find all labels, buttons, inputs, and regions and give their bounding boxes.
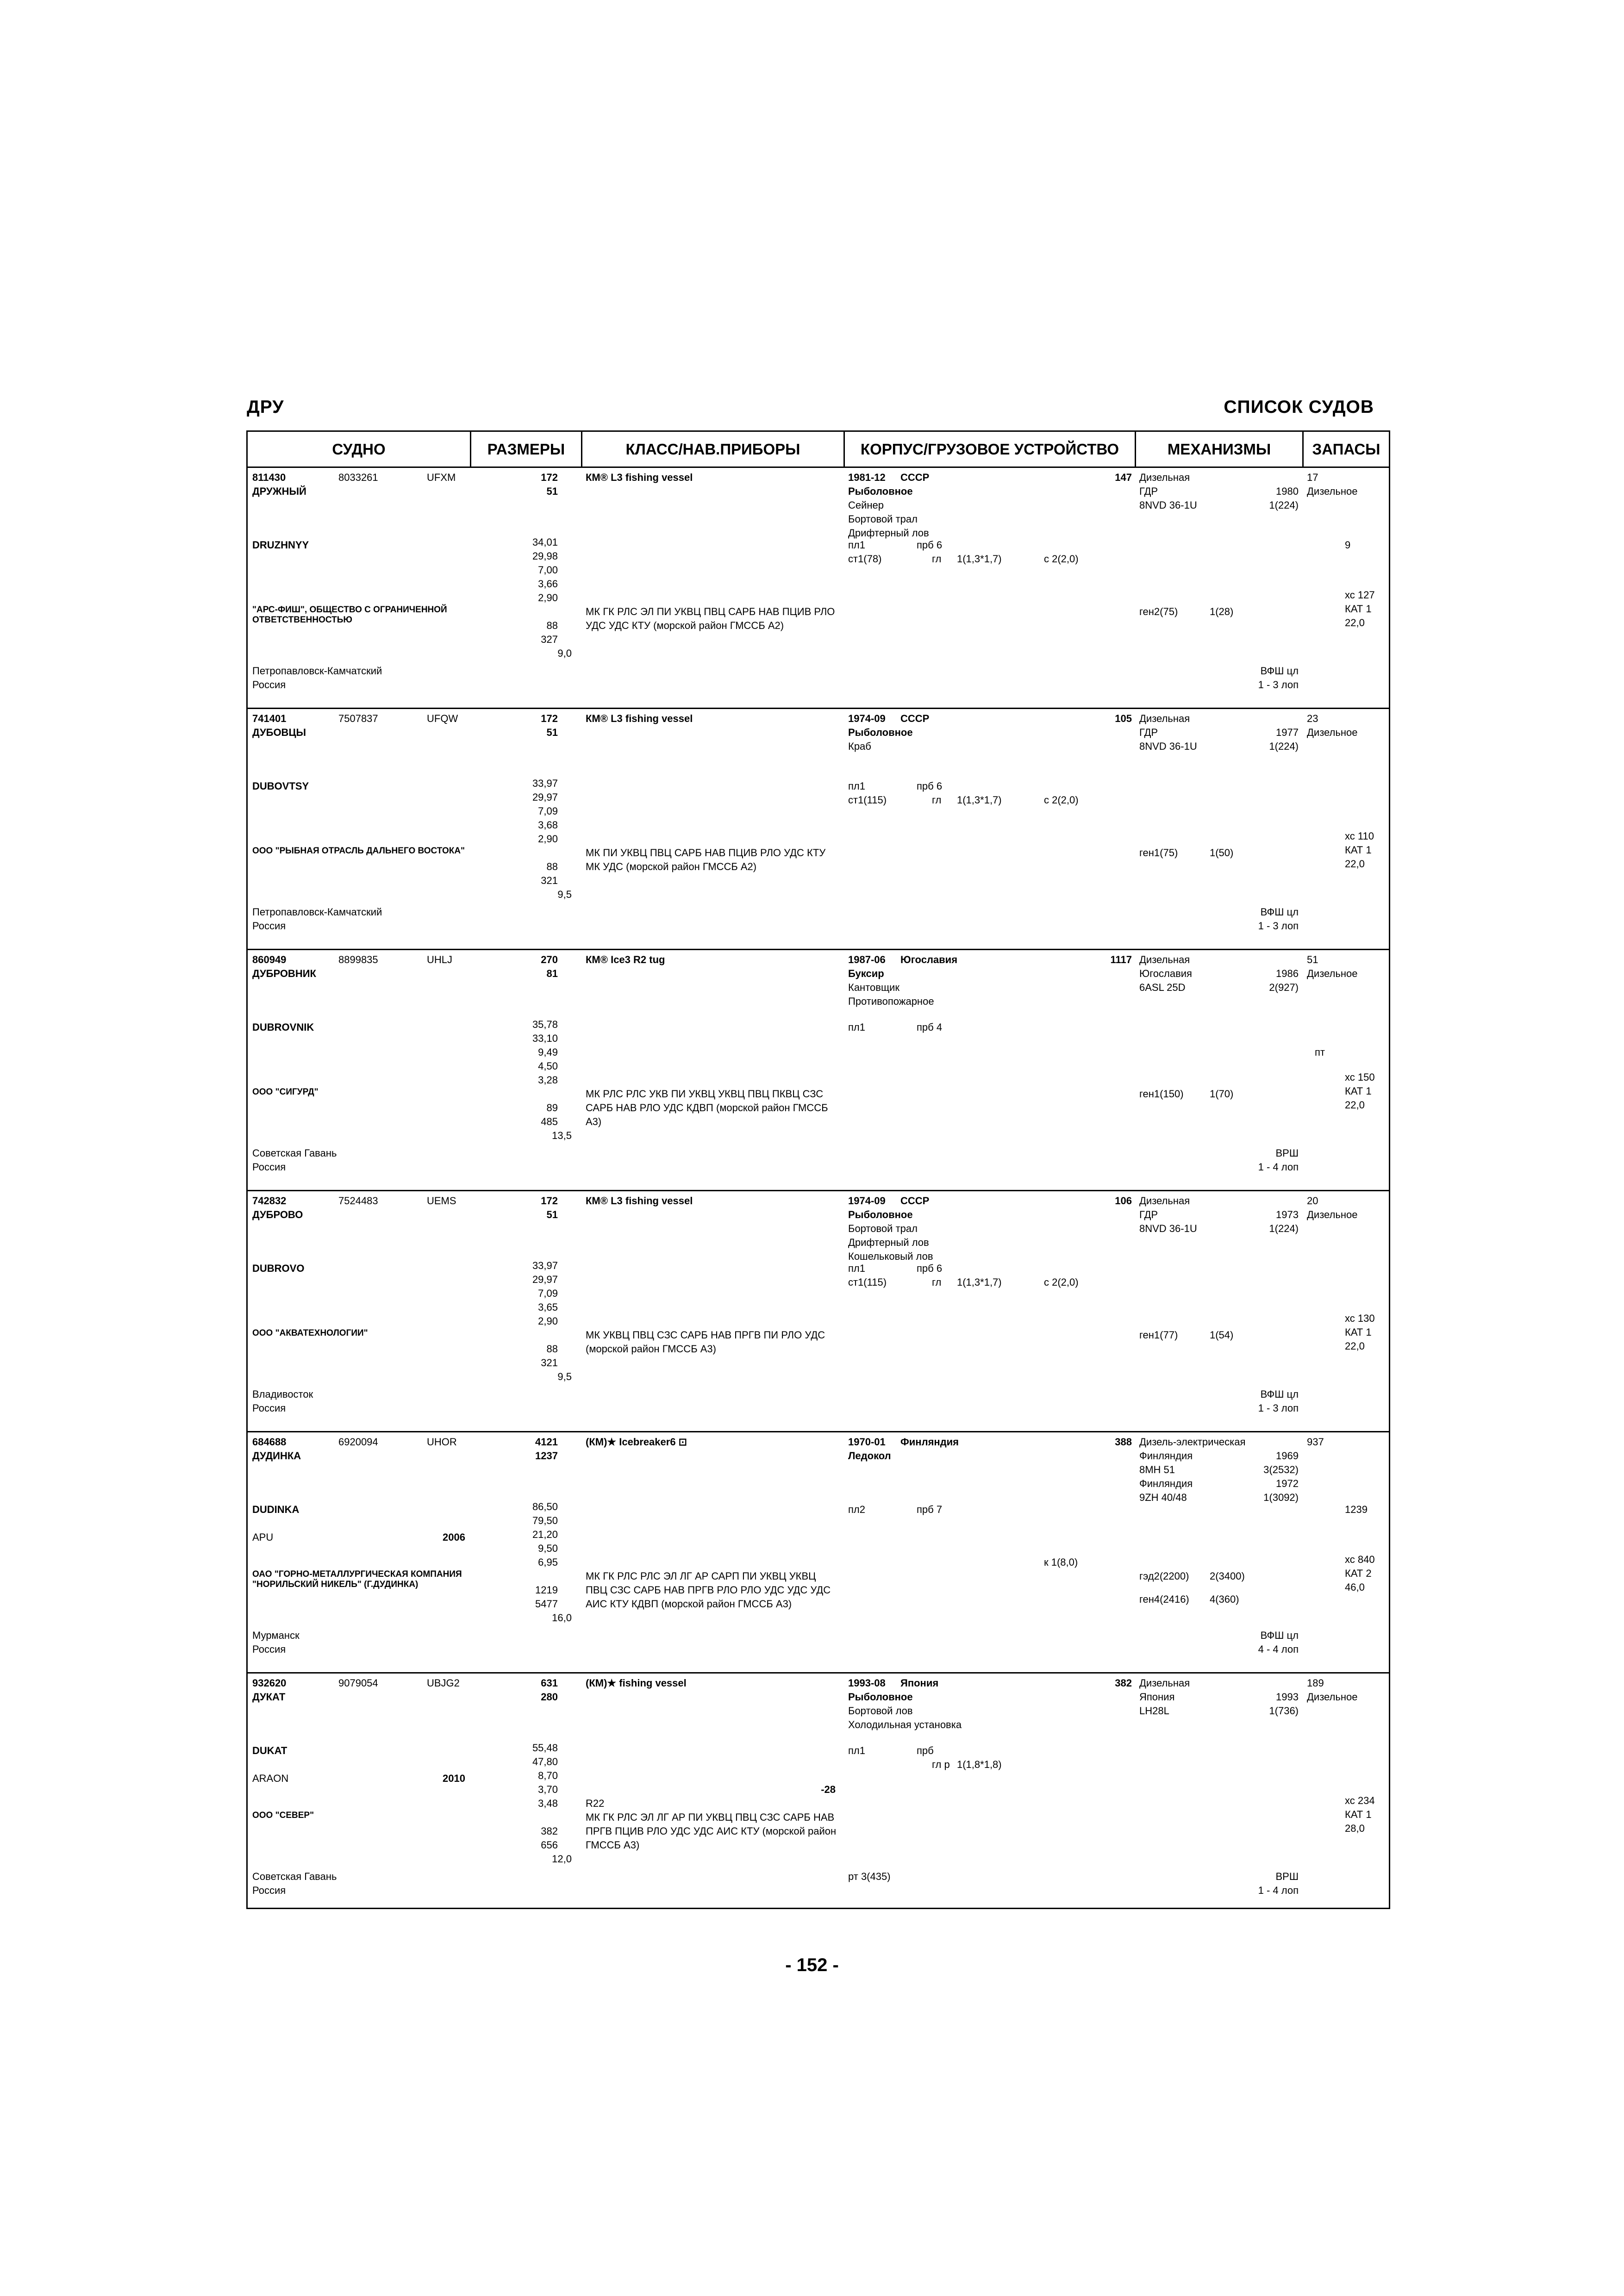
propeller: ВРШ	[1275, 1871, 1299, 1882]
length-overall: 55,48	[532, 1742, 558, 1754]
supplies-cat: КАТ 1	[1345, 1326, 1372, 1338]
hatches-label: гл р	[932, 1759, 950, 1770]
supplies-xc: хс 130	[1345, 1313, 1375, 1324]
engine-type: Дизель-электрическая	[1139, 1436, 1246, 1448]
depth: 3,65	[538, 1301, 558, 1313]
reg-number: 684688	[252, 1436, 287, 1448]
supplies-value: 28,0	[1345, 1823, 1365, 1834]
engine-model: 8NVD 36-1U	[1139, 1223, 1197, 1234]
class-notation: КМ® L3 fishing vessel	[586, 713, 693, 724]
call-sign: UEMS	[427, 1195, 456, 1207]
ship-subtype: Сейнер	[848, 499, 884, 511]
engine-country: Югославия	[1139, 968, 1192, 979]
ship-type: Рыболовное	[848, 485, 913, 497]
generator-b: 2(3400)	[1210, 1570, 1245, 1582]
speed: 9,5	[557, 889, 572, 900]
country: Россия	[252, 679, 286, 691]
bulkheads: прб 7	[917, 1504, 943, 1515]
hull-number: 105	[1115, 713, 1132, 724]
length-pp: 33,10	[532, 1033, 558, 1044]
net-tonnage: 1237	[535, 1450, 558, 1462]
displacement: 327	[541, 634, 558, 645]
speed: 12,0	[552, 1853, 572, 1865]
latin-name: DUKAT	[252, 1745, 287, 1756]
generator-b: 1(54)	[1210, 1329, 1234, 1341]
home-port: Мурманск	[252, 1630, 300, 1641]
gross-tonnage: 172	[541, 713, 558, 724]
reg-number: 932620	[252, 1677, 287, 1689]
reg-number: 742832	[252, 1195, 287, 1207]
hatches-label: гл	[932, 794, 942, 806]
imo-number: 9079054	[338, 1677, 378, 1689]
engine-model: 8NVD 36-1U	[1139, 740, 1197, 752]
decks: пл1	[848, 780, 865, 792]
class-notation: КМ® L3 fishing vessel	[586, 472, 693, 483]
home-port: Петропавловск-Камчатский	[252, 665, 382, 677]
ship-name: ДУБРОВНИК	[252, 968, 316, 979]
col-hull-cargo: КОРПУС/ГРУЗОВОЕ УСТРОЙСТВО	[843, 432, 1135, 467]
draught: 3,28	[538, 1074, 558, 1086]
supplies-fuel-type: Дизельное	[1307, 968, 1358, 979]
page-number: - 152 -	[785, 1955, 839, 1975]
ship-subtype: Кошельковый лов	[848, 1251, 933, 1262]
crane-capacity: к 1(8,0)	[1044, 1556, 1078, 1568]
draught: 6,95	[538, 1556, 558, 1568]
booms: ст1(115)	[848, 794, 887, 806]
home-port: Петропавловск-Камчатский	[252, 906, 382, 918]
col-dimensions: РАЗМЕРЫ	[470, 432, 581, 467]
nav-equipment: МК РЛС РЛС УКВ ПИ УКВЦ УКВЦ ПВЦ ПКВЦ СЗС САРБ НАВ РЛО УДС КДВП (морской район ГМССБ А3)	[586, 1088, 828, 1127]
reg-number: 741401	[252, 713, 287, 724]
deadweight: 89	[546, 1102, 558, 1114]
bulkheads: прб 6	[917, 780, 943, 792]
engine-year: 1986	[1276, 968, 1299, 979]
net-tonnage: 51	[546, 485, 558, 497]
col-machinery: МЕХАНИЗМЫ	[1135, 432, 1302, 467]
build-country: Финляндия	[900, 1436, 959, 1448]
call-sign: UFQW	[427, 713, 458, 724]
propeller-blades: 1 - 3 лоп	[1258, 920, 1299, 932]
ship-name: ДУДИНКА	[252, 1450, 301, 1462]
engine-type: Дизельная	[1139, 1677, 1190, 1689]
engine-model: 6ASL 25D	[1139, 982, 1186, 993]
owner: "АРС-ФИШ", ОБЩЕСТВО С ОГРАНИЧЕННОЙ ОТВЕТСТВЕННОСТЬЮ	[252, 605, 447, 625]
hatches: 1(1,3*1,7)	[957, 1276, 1002, 1288]
supplies-value: 22,0	[1345, 1340, 1365, 1352]
engine-country: ГДР	[1139, 1209, 1158, 1220]
latin-name: DUBROVNIK	[252, 1021, 314, 1033]
engine-power: 2(927)	[1269, 982, 1299, 993]
supplies-xc: хс 840	[1345, 1554, 1375, 1565]
supplies-fuel-qty: 51	[1307, 954, 1318, 965]
deadweight: 1219	[535, 1584, 558, 1596]
engine-country: ГДР	[1139, 485, 1158, 497]
engine-power-2: 1(3092)	[1263, 1492, 1299, 1503]
ship-table	[246, 430, 1390, 1909]
engine-type: Дизельная	[1139, 713, 1190, 724]
generator-b: 1(70)	[1210, 1088, 1234, 1100]
net-tonnage: 280	[541, 1691, 558, 1703]
ship-subtype: Бортовой лов	[848, 1705, 913, 1717]
supplies-misc: пт	[1315, 1046, 1325, 1058]
call-sign: UHOR	[427, 1436, 457, 1448]
col-vessel: СУДНО	[332, 441, 386, 458]
gross-tonnage: 631	[541, 1677, 558, 1689]
supplies-water: 9	[1345, 539, 1351, 551]
propeller-blades: 1 - 4 лоп	[1258, 1161, 1299, 1173]
decks: пл2	[848, 1504, 865, 1515]
ship-subtype: Дрифтерный лов	[848, 1237, 929, 1248]
generator-a: ген2(75)	[1139, 606, 1178, 617]
draught: 2,90	[538, 833, 558, 845]
engine-type: Дизельная	[1139, 1195, 1190, 1207]
ship-subtype: Бортовой трал	[848, 1223, 918, 1234]
header-left: ДРУ	[247, 397, 284, 417]
propeller-blades: 1 - 3 лоп	[1258, 1402, 1299, 1414]
bulkheads: прб 6	[917, 539, 943, 551]
build-country: СССР	[900, 713, 930, 724]
former-name-year: 2010	[443, 1773, 465, 1784]
hatches-label: гл	[932, 553, 942, 565]
nav-equipment: МК УКВЦ ПВЦ СЗС САРБ НАВ ПРГВ ПИ РЛО УДС (морской район ГМССБ А3)	[586, 1329, 825, 1355]
build-date: 1974-09	[848, 713, 886, 724]
supplies-cat: КАТ 1	[1345, 844, 1372, 856]
hull-number: 388	[1115, 1436, 1132, 1448]
former-name-year: 2006	[443, 1531, 465, 1543]
engine-year: 1973	[1276, 1209, 1299, 1220]
reg-number: 811430	[252, 472, 286, 483]
propeller: ВФШ цл	[1260, 906, 1299, 918]
owner: ООО "РЫБНАЯ ОТРАСЛЬ ДАЛЬНЕГО ВОСТОКА"	[252, 846, 465, 856]
supplies-fuel-qty: 23	[1307, 713, 1318, 724]
deadweight: 88	[546, 620, 558, 631]
hatches: 1(1,3*1,7)	[957, 794, 1002, 806]
engine-model: 8МН 51	[1139, 1464, 1175, 1475]
net-tonnage: 81	[546, 968, 558, 979]
class-notation: КМ® Ice3 R2 tug	[586, 954, 665, 965]
ship-type: Рыболовное	[848, 727, 913, 738]
col-class-nav: КЛАСС/НАВ.ПРИБОРЫ	[581, 432, 843, 467]
ship-name: ДУБОВЦЫ	[252, 727, 306, 738]
build-country: СССР	[900, 1195, 930, 1207]
class-notation: (КМ)★ Icebreaker6 ⊡	[586, 1436, 687, 1448]
engine-type: Дизельная	[1139, 472, 1190, 483]
breadth: 21,20	[532, 1529, 558, 1540]
supplies-cat: КАТ 2	[1345, 1568, 1372, 1579]
engine-year: 1993	[1276, 1691, 1299, 1703]
supplies-water: 1239	[1345, 1504, 1368, 1515]
call-sign: UHLJ	[427, 954, 453, 965]
displacement: 321	[541, 1357, 558, 1369]
propeller: ВФШ цл	[1260, 1388, 1299, 1400]
decks: пл1	[848, 1745, 865, 1756]
cranes: с 2(2,0)	[1044, 1276, 1079, 1288]
ship-type: Буксир	[848, 968, 884, 979]
breadth: 7,00	[538, 564, 558, 576]
supplies-fuel-qty: 20	[1307, 1195, 1318, 1207]
supplies-cat: КАТ 1	[1345, 1809, 1372, 1820]
length-overall: 86,50	[532, 1501, 558, 1512]
engine-country-2: Финляндия	[1139, 1478, 1193, 1489]
imo-number: 7507837	[338, 713, 378, 724]
generator-b: 1(50)	[1210, 847, 1234, 859]
nav-equipment: МК ПИ УКВЦ ПВЦ САРБ НАВ ПЦИВ РЛО УДС КТУ МК УДС (морской район ГМССБ А2)	[586, 847, 826, 872]
latin-name: DRUZHNYY	[252, 539, 309, 551]
ship-entry	[248, 1674, 1389, 1908]
depth: 4,50	[538, 1060, 558, 1072]
generator-b: 1(28)	[1210, 606, 1234, 617]
hatches: 1(1,8*1,8)	[957, 1759, 1002, 1770]
engine-year: 1969	[1276, 1450, 1299, 1462]
speed: 16,0	[552, 1612, 572, 1624]
ship-type: Рыболовное	[848, 1209, 913, 1220]
supplies-value: 22,0	[1345, 617, 1365, 628]
engine-country: Япония	[1139, 1691, 1175, 1703]
imo-number: 8033261	[338, 472, 378, 483]
propeller-blades: 1 - 4 лоп	[1258, 1885, 1299, 1896]
net-tonnage: 51	[546, 727, 558, 738]
header-right: СПИСОК СУДОВ	[1224, 397, 1374, 417]
hatches-label: гл	[932, 1276, 942, 1288]
ship-name: ДУБРОВО	[252, 1209, 303, 1220]
propeller: ВФШ цл	[1260, 665, 1299, 677]
supplies-fuel-type: Дизельное	[1307, 1209, 1358, 1220]
net-tonnage: 51	[546, 1209, 558, 1220]
generator-a: ген1(75)	[1139, 847, 1178, 859]
length-overall: 33,97	[532, 1260, 558, 1271]
draught: 2,90	[538, 1315, 558, 1327]
owner: ООО "СИГУРД"	[252, 1087, 319, 1097]
gross-tonnage: 270	[541, 954, 558, 965]
deadweight: 88	[546, 1343, 558, 1355]
imo-number: 7524483	[338, 1195, 378, 1207]
former-name: APU	[252, 1531, 274, 1543]
former-name: ARAON	[252, 1773, 289, 1784]
decks: пл1	[848, 539, 865, 551]
hatches: 1(1,3*1,7)	[957, 553, 1002, 565]
nav-equipment: МК ГК РЛС РЛС ЭЛ ЛГ АР САРП ПИ УКВЦ УКВЦ ПВЦ СЗС САРБ НАВ ПРГВ РЛО РЛО УДС УДС УДС АИС КТУ КДВП (морской район ГМССБ А3)	[586, 1570, 831, 1610]
engine-year: 1977	[1276, 727, 1299, 738]
build-country: Япония	[900, 1677, 939, 1689]
engine-year: 1980	[1276, 485, 1299, 497]
booms: ст1(115)	[848, 1276, 887, 1288]
build-date: 1970-01	[848, 1436, 886, 1448]
cranes: с 2(2,0)	[1044, 553, 1079, 565]
col-supplies: ЗАПАСЫ	[1302, 432, 1389, 467]
draught: 3,48	[538, 1798, 558, 1809]
ship-entry	[248, 468, 1389, 709]
class-notation: КМ® L3 fishing vessel	[586, 1195, 693, 1207]
country: Россия	[252, 1161, 286, 1173]
propeller: ВФШ цл	[1260, 1630, 1299, 1641]
engine-year-2: 1972	[1276, 1478, 1299, 1489]
owner: ООО "СЕВЕР"	[252, 1811, 314, 1820]
supplies-fuel-qty: 17	[1307, 472, 1318, 483]
supplies-xc: хс 150	[1345, 1071, 1375, 1083]
ship-entry	[248, 950, 1389, 1191]
length-pp: 29,97	[532, 1274, 558, 1285]
ship-type: Рыболовное	[848, 1691, 913, 1703]
depth: 3,70	[538, 1784, 558, 1795]
supplies-fuel-qty: 937	[1307, 1436, 1324, 1448]
build-date: 1974-09	[848, 1195, 886, 1207]
engine-type: Дизельная	[1139, 954, 1190, 965]
owner: ОАО "ГОРНО-МЕТАЛЛУРГИЧЕСКАЯ КОМПАНИЯ "НОРИЛЬСКИЙ НИКЕЛЬ" (Г.ДУДИНКА)	[252, 1569, 462, 1589]
hull-number: 106	[1115, 1195, 1132, 1207]
latin-name: DUBOVTSY	[252, 780, 309, 792]
propeller-blades: 4 - 4 лоп	[1258, 1643, 1299, 1655]
supplies-value: 22,0	[1345, 1099, 1365, 1111]
call-sign: UFXM	[427, 472, 456, 483]
engine-power: 1(736)	[1269, 1705, 1299, 1717]
build-date: 1981-12	[848, 472, 886, 483]
decks: пл1	[848, 1263, 865, 1274]
length-pp: 29,97	[532, 791, 558, 803]
decks: пл1	[848, 1021, 865, 1033]
length-overall: 33,97	[532, 778, 558, 789]
generator-d: 4(360)	[1210, 1593, 1239, 1605]
breadth: 7,09	[538, 1288, 558, 1299]
ship-name: ДУКАТ	[252, 1691, 286, 1703]
home-port: Советская Гавань	[252, 1871, 337, 1882]
ship-type: Ледокол	[848, 1450, 891, 1462]
ship-entry	[248, 709, 1389, 950]
ship-name: ДРУЖНЫЙ	[252, 485, 306, 497]
displacement: 485	[541, 1116, 558, 1127]
imo-number: 6920094	[338, 1436, 378, 1448]
engine-model-2: 9ZH 40/48	[1139, 1492, 1187, 1503]
supplies-cat: КАТ 1	[1345, 1085, 1372, 1097]
build-date: 1993-08	[848, 1677, 886, 1689]
length-overall: 35,78	[532, 1019, 558, 1030]
supplies-fuel-type: Дизельное	[1307, 727, 1358, 738]
depth: 3,68	[538, 819, 558, 831]
imo-number: 8899835	[338, 954, 378, 965]
displacement: 321	[541, 875, 558, 886]
ship-subtype: Холодильная установка	[848, 1719, 962, 1730]
displacement: 5477	[535, 1598, 558, 1610]
country: Россия	[252, 1885, 286, 1896]
ship-subtype: Противопожарное	[848, 996, 934, 1007]
build-country: Югославия	[900, 954, 958, 965]
bulkheads: прб 4	[917, 1021, 943, 1033]
deadweight: 88	[546, 861, 558, 872]
class-temperature: -28	[821, 1784, 836, 1795]
ship-entry	[248, 1432, 1389, 1674]
hull-number: 1117	[1110, 954, 1132, 965]
refrigeration: рт 3(435)	[848, 1871, 891, 1882]
ship-entry	[248, 1191, 1389, 1432]
propeller-blades: 1 - 3 лоп	[1258, 679, 1299, 691]
call-sign: UBJG2	[427, 1677, 460, 1689]
length-pp: 47,80	[532, 1756, 558, 1767]
gross-tonnage: 172	[541, 472, 558, 483]
cranes: с 2(2,0)	[1044, 794, 1079, 806]
generator-a: ген1(150)	[1139, 1088, 1184, 1100]
ship-subtype: Бортовой трал	[848, 513, 918, 525]
nav-equipment: МК ГК РЛС ЭЛ ПИ УКВЦ ПВЦ САРБ НАВ ПЦИВ РЛО УДС УДС КТУ (морской район ГМССБ А2)	[586, 606, 835, 631]
engine-model: LH28L	[1139, 1705, 1169, 1717]
table-header	[248, 432, 1389, 468]
engine-model: 8NVD 36-1U	[1139, 499, 1197, 511]
owner: ООО "АКВАТЕХНОЛОГИИ"	[252, 1328, 368, 1338]
breadth: 8,70	[538, 1770, 558, 1781]
propeller: ВРШ	[1275, 1147, 1299, 1159]
supplies-value: 22,0	[1345, 858, 1365, 870]
supplies-xc: хс 234	[1345, 1795, 1375, 1806]
generator-a: ген1(77)	[1139, 1329, 1178, 1341]
supplies-fuel-qty: 189	[1307, 1677, 1324, 1689]
speed: 9,5	[557, 1371, 572, 1382]
home-port: Владивосток	[252, 1388, 313, 1400]
engine-power: 1(224)	[1269, 499, 1299, 511]
engine-country: Финляндия	[1139, 1450, 1193, 1462]
country: Россия	[252, 1402, 286, 1414]
bulkheads: прб	[917, 1745, 934, 1756]
supplies-value: 46,0	[1345, 1581, 1365, 1593]
ship-subtype: Краб	[848, 740, 871, 752]
gross-tonnage: 172	[541, 1195, 558, 1207]
gross-tonnage: 4121	[535, 1436, 558, 1448]
hull-number: 382	[1115, 1677, 1132, 1689]
nav-equipment: МК ГК РЛС ЭЛ ЛГ АР ПИ УКВЦ ПВЦ СЗС САРБ НАВ ПРГВ ПЦИВ РЛО УДС УДС АИС КТУ (морской район ГМССБ А3)	[586, 1811, 837, 1851]
ship-subtype: Кантовщик	[848, 982, 899, 993]
country: Россия	[252, 920, 286, 932]
engine-country: ГДР	[1139, 727, 1158, 738]
supplies-cat: КАТ 1	[1345, 603, 1372, 615]
home-port: Советская Гавань	[252, 1147, 337, 1159]
length-pp: 79,50	[532, 1515, 558, 1526]
speed: 13,5	[552, 1130, 572, 1141]
displacement: 656	[541, 1839, 558, 1851]
class-extra: R22	[586, 1798, 605, 1809]
latin-name: DUBROVO	[252, 1263, 305, 1274]
engine-power: 1(224)	[1269, 740, 1299, 752]
country: Россия	[252, 1643, 286, 1655]
engine-power: 1(224)	[1269, 1223, 1299, 1234]
supplies-xc: хс 110	[1345, 830, 1374, 842]
ship-subtype: Дрифтерный лов	[848, 527, 929, 539]
length-pp: 29,98	[532, 550, 558, 562]
depth: 9,50	[538, 1543, 558, 1554]
speed: 9,0	[557, 647, 572, 659]
reg-number: 860949	[252, 954, 287, 965]
engine-power: 3(2532)	[1263, 1464, 1299, 1475]
supplies-xc: хс 127	[1345, 589, 1375, 601]
breadth: 9,49	[538, 1046, 558, 1058]
generator-c: ген4(2416)	[1139, 1593, 1189, 1605]
build-date: 1987-06	[848, 954, 886, 965]
supplies-fuel-type: Дизельное	[1307, 485, 1358, 497]
latin-name: DUDINKA	[252, 1504, 300, 1515]
length-overall: 34,01	[532, 536, 558, 548]
hull-number: 147	[1115, 472, 1132, 483]
build-country: СССР	[900, 472, 930, 483]
bulkheads: прб 6	[917, 1263, 943, 1274]
supplies-fuel-type: Дизельное	[1307, 1691, 1358, 1703]
deadweight: 382	[541, 1825, 558, 1837]
draught: 2,90	[538, 592, 558, 604]
booms: ст1(78)	[848, 553, 882, 565]
class-notation: (КМ)★ fishing vessel	[586, 1677, 687, 1689]
breadth: 7,09	[538, 805, 558, 817]
generator-a: гэд2(2200)	[1139, 1570, 1189, 1582]
depth: 3,66	[538, 578, 558, 590]
